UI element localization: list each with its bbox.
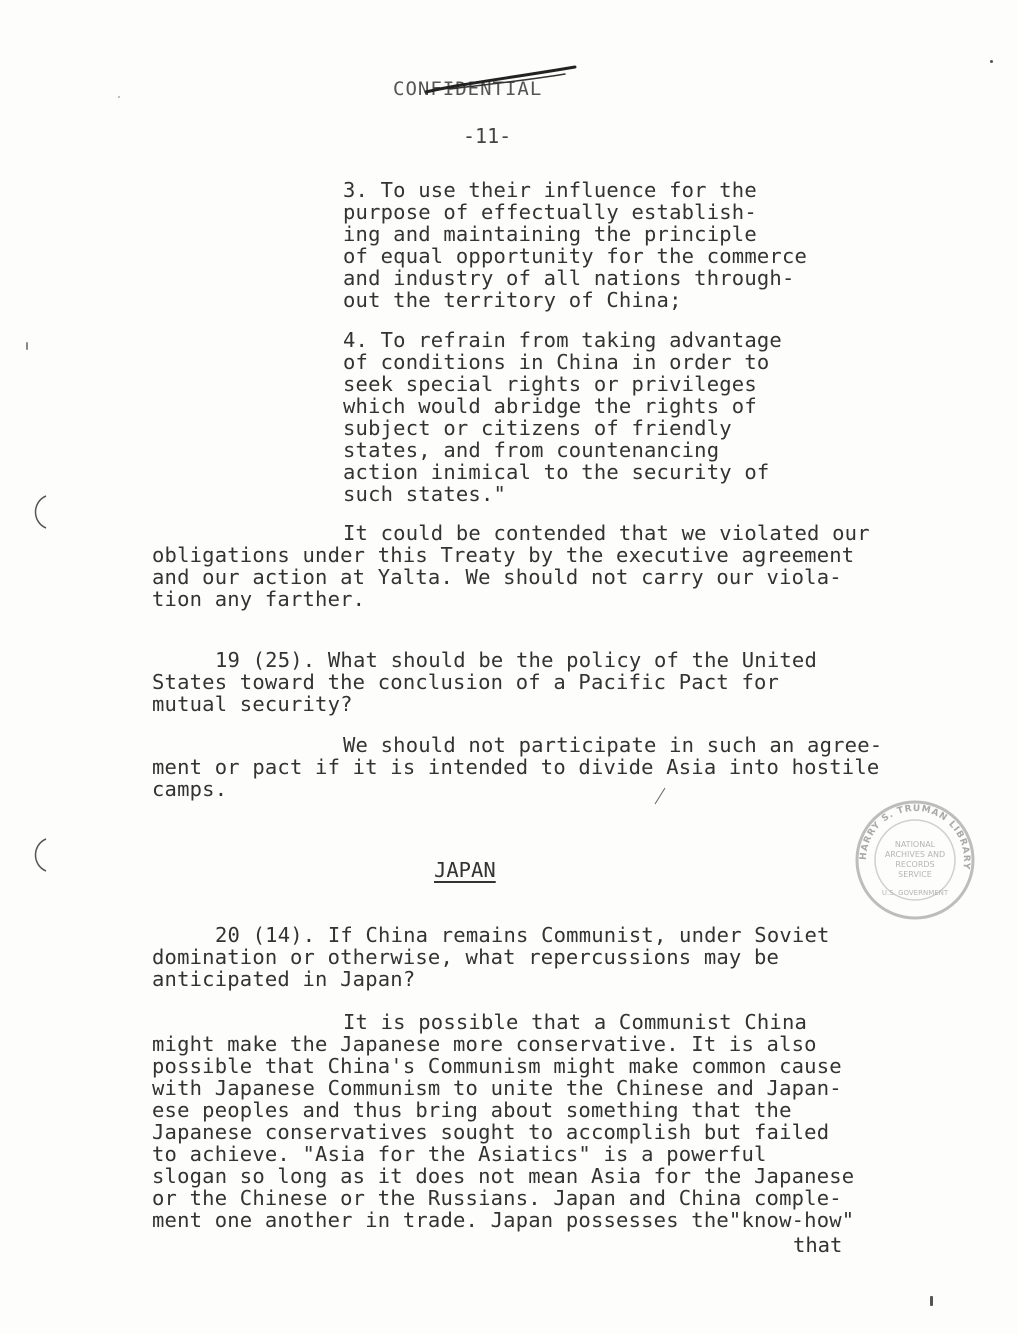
text-line: of equal opportunity for the commerce <box>343 244 808 268</box>
text-line: anticipated in Japan? <box>152 967 416 991</box>
text-line: Japanese conservatives sought to accomplish but failed <box>152 1120 830 1144</box>
text-line: subject or citizens of friendly <box>343 416 732 440</box>
text-line: possible that China's Communism might make common cause <box>152 1054 842 1078</box>
text-line: obligations under this Treaty by the executive agreement <box>152 543 855 567</box>
punch-hole-mark <box>28 837 50 873</box>
text-line: It could be contended that we violated our <box>343 521 870 545</box>
text-line: 3. To use their influence for the <box>343 178 757 202</box>
text-line: States toward the conclusion of a Pacific Pact for <box>152 670 780 694</box>
text-line: seek special rights or privileges <box>343 372 757 396</box>
text-line: ing and maintaining the principle <box>343 222 757 246</box>
speck <box>118 96 120 98</box>
text-line: ment or pact if it is intended to divide Asia into hostile <box>152 755 880 779</box>
text-line: 19 (25). What should be the policy of the United <box>215 648 818 672</box>
text-line: such states." <box>343 482 507 506</box>
stamp-text: NATIONAL <box>894 840 936 849</box>
stamp-text: RECORDS <box>895 860 935 869</box>
archive-stamp-seal <box>852 797 978 923</box>
speck <box>26 342 28 350</box>
page-number: -11- <box>463 124 512 148</box>
punch-hole-mark <box>28 494 50 530</box>
pen-mark <box>652 786 668 806</box>
text-line: It is possible that a Communist China <box>343 1010 808 1034</box>
text-line: which would abridge the rights of <box>343 394 757 418</box>
stamp-ring-text: HARRY S. TRUMAN LIBRARY <box>858 803 972 871</box>
stamp-text: SERVICE <box>898 870 932 879</box>
handwritten-strikeout <box>420 62 580 102</box>
text-line: ese peoples and thus bring about something that the <box>152 1098 792 1122</box>
text-line: and industry of all nations through- <box>343 266 795 290</box>
text-line: camps. <box>152 777 228 801</box>
text-line: to achieve. "Asia for the Asiatics" is a powerful <box>152 1142 767 1166</box>
text-line: and our action at Yalta. We should not carry our viola- <box>152 565 842 589</box>
text-line: or the Chinese or the Russians. Japan and China comple- <box>152 1186 842 1210</box>
speck <box>930 1296 933 1306</box>
text-line: 4. To refrain from taking advantage <box>343 328 782 352</box>
text-line: tion any farther. <box>152 587 366 611</box>
speck <box>990 60 993 63</box>
catchword: that <box>793 1233 843 1257</box>
text-line: might make the Japanese more conservative. It is also <box>152 1032 817 1056</box>
text-line: with Japanese Communism to unite the Chinese and Japan- <box>152 1076 842 1100</box>
section-heading: JAPAN <box>434 858 496 882</box>
text-line: out the territory of China; <box>343 288 682 312</box>
stamp-text: U.S. GOVERNMENT <box>881 889 949 897</box>
classification-marking: CONFIDENTIAL <box>393 78 543 100</box>
text-line: slogan so long as it does not mean Asia for the Japanese <box>152 1164 855 1188</box>
stamp-text: ARCHIVES AND <box>884 850 946 859</box>
text-line: ment one another in trade. Japan possesses the"know-how" <box>152 1208 855 1232</box>
text-line: We should not participate in such an agree- <box>343 733 883 757</box>
text-line: of conditions in China in order to <box>343 350 770 374</box>
text-line: action inimical to the security of <box>343 460 770 484</box>
text-line: domination or otherwise, what repercussions may be <box>152 945 780 969</box>
text-line: states, and from countenancing <box>343 438 720 462</box>
text-line: 20 (14). If China remains Communist, under Soviet <box>215 923 830 947</box>
text-line: purpose of effectually establish- <box>343 200 757 224</box>
text-line: mutual security? <box>152 692 353 716</box>
